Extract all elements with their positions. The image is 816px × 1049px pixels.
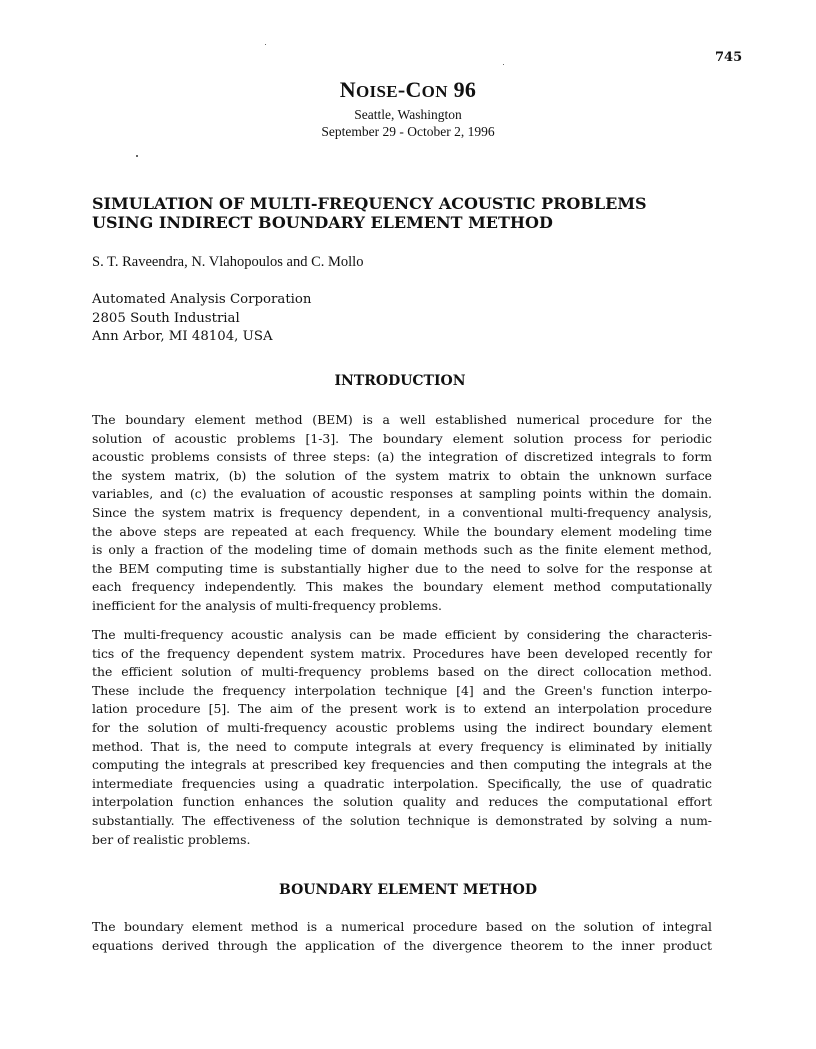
section-heading-introduction: INTRODUCTION: [334, 373, 466, 389]
text-line: computing the integrals at prescribed key frequencies and then computing the integrals at the: [92, 757, 712, 773]
scan-speck: [503, 64, 504, 65]
authors: S. T. Raveendra, N. Vlahopoulos and C. Mollo: [92, 254, 364, 270]
paper-title-line: SIMULATION OF MULTI-FREQUENCY ACOUSTIC PROBLEMS: [92, 194, 647, 213]
text-line: substantially. The effectiveness of the solution technique is demonstrated by solving a num-: [92, 812, 712, 828]
conference-title-c: -C: [397, 77, 422, 102]
text-line: the above steps are repeated at each frequency. While the boundary element modeling time: [92, 523, 712, 539]
text-line: intermediate frequencies using a quadratic interpolation. Specifically, the use of quadratic: [92, 775, 712, 791]
text-line: The multi-frequency acoustic analysis can be made efficient by considering the characteris-: [92, 627, 712, 642]
paper-title-line: USING INDIRECT BOUNDARY ELEMENT METHOD: [92, 213, 553, 232]
text-line: is only a fraction of the modeling time of domain methods such as the finite element method,: [92, 542, 712, 558]
paragraph-1: [92, 411, 712, 616]
conference-title-oise: OISE: [356, 82, 398, 101]
text-line: variables, and (c) the evaluation of acoustic responses at sampling points within the domain.: [92, 486, 712, 502]
conference-title: [0, 77, 816, 103]
conference-title-n: N: [339, 77, 356, 102]
text-line: the system matrix, (b) the solution of the system matrix to obtain the unknown surface: [92, 467, 712, 483]
conference-dates: September 29 - October 2, 1996: [321, 124, 495, 139]
conference-location: Seattle, Washington: [354, 107, 462, 122]
text-line: The boundary element method is a numerical procedure based on the solution of integral: [92, 919, 712, 934]
affiliation-line: 2805 South Industrial: [92, 310, 240, 326]
text-line: equations derived through the application of the divergence theorem to the inner product: [92, 937, 712, 953]
scan-speck: [136, 155, 138, 157]
conference-title-on: ON: [421, 82, 448, 101]
text-line: each frequency independently. This makes the boundary element method computationally: [92, 579, 712, 595]
scan-speck: [265, 44, 266, 45]
affiliation: [92, 291, 312, 347]
affiliation-line: Automated Analysis Corporation: [92, 292, 312, 307]
conference-title-year: 96: [447, 77, 477, 102]
section-heading-bem: BOUNDARY ELEMENT METHOD: [279, 882, 537, 898]
text-line: The boundary element method (BEM) is a well established numerical procedure for the: [92, 412, 712, 427]
text-line: These include the frequency interpolation technique [4] and the Green's function interpo-: [92, 682, 712, 698]
text-line: interpolation function enhances the solution quality and reduces the computational effort: [92, 794, 712, 810]
paper-title: [92, 194, 752, 232]
text-line: tics of the frequency dependent system matrix. Procedures have been developed recently for: [92, 645, 712, 661]
text-line: method. That is, the need to compute integrals at every frequency is eliminated by initially: [92, 738, 712, 754]
text-line: ber of realistic problems.: [92, 831, 251, 847]
text-line: the BEM computing time is substantially higher due to the need to solve for the response at: [92, 560, 712, 576]
text-line: inefficient for the analysis of multi-frequency problems.: [92, 597, 442, 613]
paragraph-3: [92, 918, 712, 955]
text-line: the efficient solution of multi-frequency problems based on the direct collocation method.: [92, 664, 712, 680]
text-line: acoustic problems consists of three steps: (a) the integration of discretized integrals to form: [92, 449, 712, 465]
text-line: Since the system matrix is frequency dependent, in a conventional multi-frequency analysis,: [92, 504, 712, 520]
affiliation-line: Ann Arbor, MI 48104, USA: [92, 329, 273, 344]
page-number: 745: [715, 50, 743, 65]
text-line: for the solution of multi-frequency acoustic problems using the indirect boundary element: [92, 719, 712, 735]
paragraph-2: [92, 626, 712, 849]
text-line: lation procedure [5]. The aim of the present work is to extend an interpolation procedure: [92, 701, 712, 717]
text-line: solution of acoustic problems [1-3]. The boundary element solution process for periodic: [92, 430, 712, 446]
